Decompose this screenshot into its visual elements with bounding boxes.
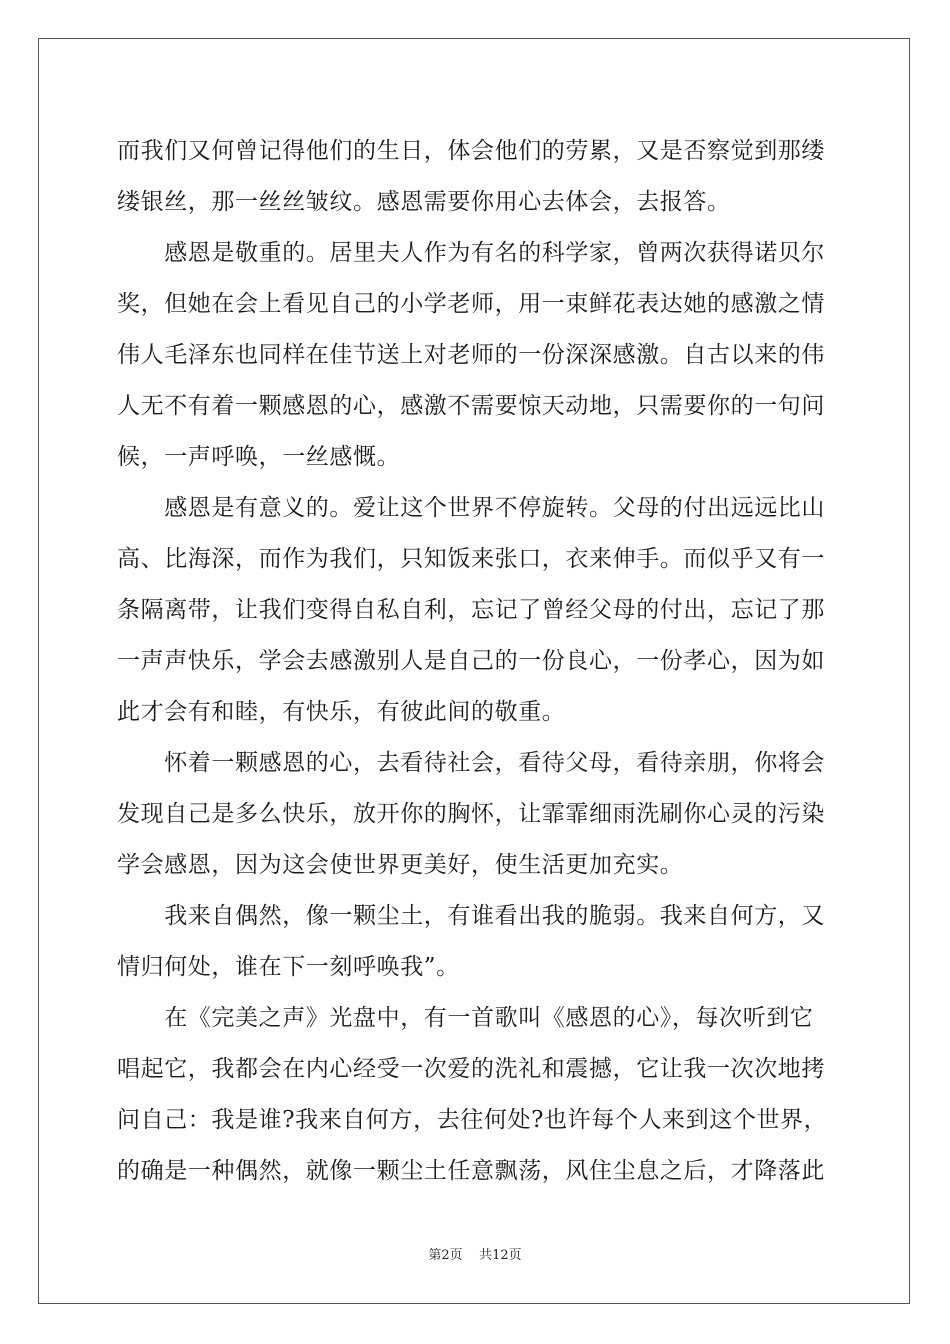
text-line: 高、比海深，而作为我们，只知饭来张口，衣来伸手。而似乎又有一 bbox=[117, 546, 825, 572]
text-line: 奖，但她在会上看见自己的小学老师，用一束鲜花表达她的感激之情 bbox=[117, 291, 825, 317]
text-line: 唱起它，我都会在内心经受一次爱的洗礼和震撼，它让我一次次地拷 bbox=[117, 1056, 825, 1082]
text-line: 条隔离带，让我们变得自私自利，忘记了曾经父母的付出，忘记了那 bbox=[117, 597, 825, 623]
text-line: 我来自偶然，像一颗尘土，有谁看出我的脆弱。我来自何方，又 bbox=[117, 903, 825, 929]
text-line: 而我们又何曾记得他们的生日，体会他们的劳累，又是否察觉到那缕 bbox=[117, 138, 825, 164]
text-line: 人无不有着一颗感恩的心，感激不需要惊天动地，只需要你的一句问 bbox=[117, 393, 825, 419]
text-line: 发现自己是多么快乐，放开你的胸怀，让霏霏细雨洗刷你心灵的污染 bbox=[117, 801, 825, 827]
text-line: 感恩是敬重的。居里夫人作为有名的科学家，曾两次获得诺贝尔 bbox=[117, 240, 825, 266]
text-line: 候，一声呼唤，一丝感慨。 bbox=[117, 444, 401, 470]
page-footer bbox=[0, 1244, 950, 1263]
text-line: 学会感恩，因为这会使世界更美好，使生活更加充实。 bbox=[117, 852, 684, 878]
text-line: 感恩是有意义的。爱让这个世界不停旋转。父母的付出远远比山 bbox=[117, 495, 825, 521]
page-number: 第2页 bbox=[428, 1248, 463, 1263]
document-body bbox=[117, 126, 833, 1197]
text-line: 此才会有和睦，有快乐，有彼此间的敬重。 bbox=[117, 699, 566, 725]
text-line: 怀着一颗感恩的心，去看待社会，看待父母，看待亲朋，你将会 bbox=[117, 750, 825, 776]
text-line: 情归何处，谁在下一刻呼唤我”。 bbox=[117, 954, 460, 980]
text-line: 问自己：我是谁?我来自何方，去往何处?也许每个人来到这个世界， bbox=[117, 1107, 828, 1133]
text-line: 一声声快乐，学会去感激别人是自己的一份良心，一份孝心，因为如 bbox=[117, 648, 825, 674]
page-total: 共12页 bbox=[479, 1248, 522, 1263]
text-line: 在《完美之声》光盘中，有一首歌叫《感恩的心》，每次听到它 bbox=[117, 1005, 814, 1031]
text-line: 的确是一种偶然，就像一颗尘土任意飘荡，风住尘息之后，才降落此 bbox=[117, 1158, 825, 1184]
text-line: 缕银丝，那一丝丝皱纹。感恩需要你用心去体会，去报答。 bbox=[117, 189, 731, 215]
text-line: 伟人毛泽东也同样在佳节送上对老师的一份深深感激。自古以来的伟 bbox=[117, 342, 825, 368]
